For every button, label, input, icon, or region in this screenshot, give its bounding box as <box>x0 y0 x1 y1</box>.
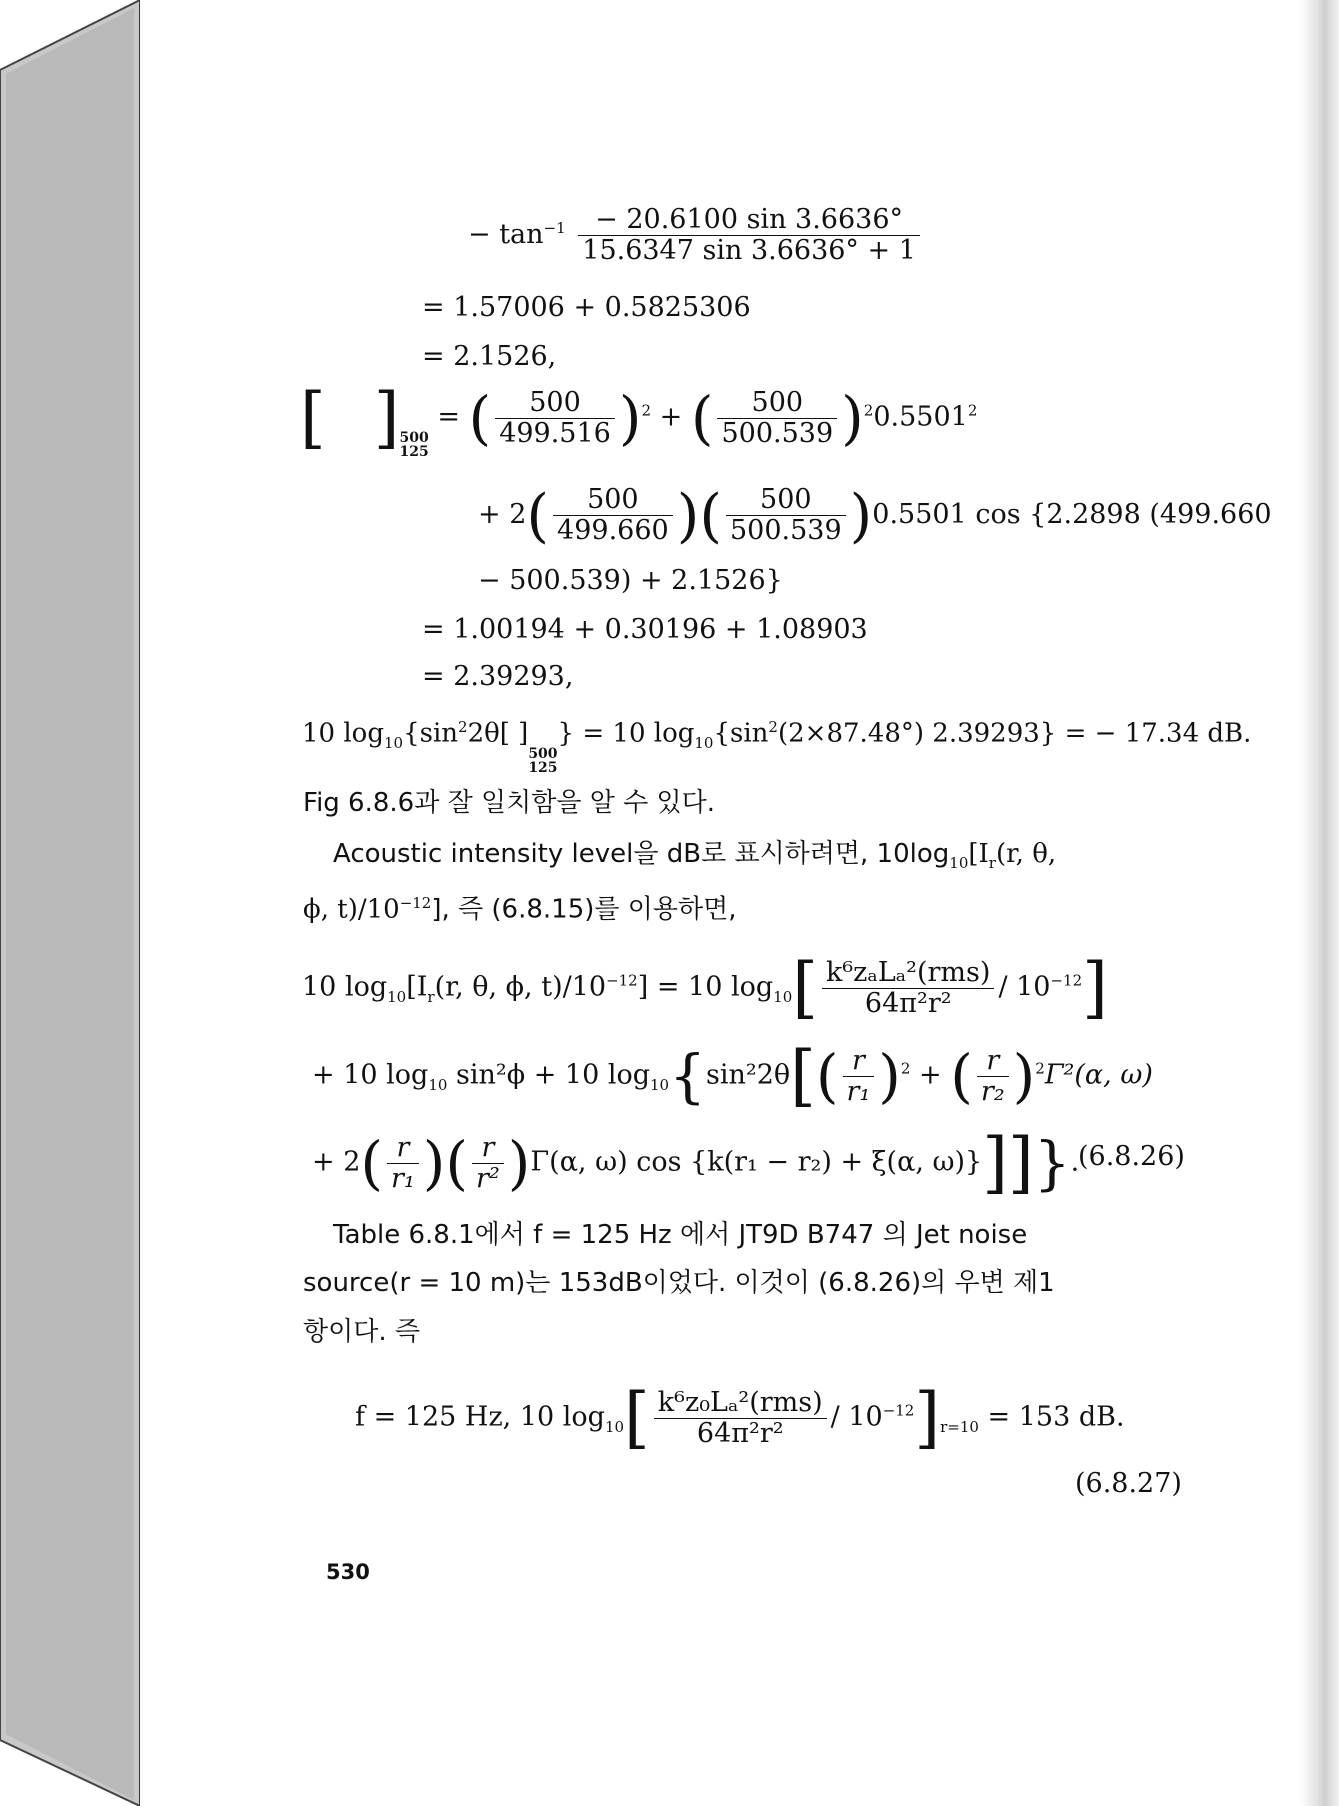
equation-cos-line: + 2( $\frac{500}{499.660}$ )( $\frac{500}{500.539}$ )0.5501 cos {2.2898 (499.660 <box>478 481 1272 550</box>
equation-line-a2: = 1.57006 + 0.5825306 <box>422 292 751 323</box>
paragraph-line-2: Acoustic intensity level을 dB로 표시하려면, $10\log_{10}[I_r(r$, θ, <box>333 839 1057 873</box>
equation-line-a3: = 2.1526, <box>422 341 557 372</box>
equation-label-6826: (6.8.26) <box>1078 1141 1185 1172</box>
equation-line-f: = 2.39293, <box>422 661 574 692</box>
equation-log-line: 10 $\log_{10}\{\sin^22\theta$[ ]500 125} = 10 $\log_{10}\{\sin^2(2\times 87.48^\circ) 2.39293\}$ = − 17.34 dB. <box>302 718 1252 776</box>
page-edge <box>1315 0 1339 1806</box>
equation-tan-line: − $\tan^{-1}$ $\frac{- 20.6100 \sin 3.6636^\circ}{15.6347 \sin 3.6636^\circ + 1}$ <box>468 205 924 266</box>
equation-line-e: = 1.00194 + 0.30196 + 1.08903 <box>422 614 868 645</box>
paragraph-line-6: 항이다. 즉 <box>303 1317 420 1347</box>
equation-jet-noise-line: f = 125 Hz, 10 $\log_{10}$[ $\frac{\text{k⁶z₀Lₐ²(rms)}}{\text{64π²r²}}$ / $10^{-12}]_{r=10} = 153$ dB. <box>355 1379 1125 1456</box>
equation-line-d: − 500.539) + 2.1526} <box>478 565 783 596</box>
paragraph-line-5: source(r = 10 m)는 153dB이었다. 이것이 (6.8.26)의 우변 제1 <box>303 1268 1055 1298</box>
paragraph-line-1: Fig 6.8.6과 잘 일치함을 알 수 있다. <box>303 788 715 818</box>
equation-gamma-line: + 2( $\frac{r}{\text{r₁}}$ )( $\frac{r}{\text{r²}}$ )Γ(α, ω) cos {k(r₁ − r₂) + ξ(α, ω)}]]}. <box>312 1124 1080 1201</box>
page-number: 530 <box>326 1560 370 1584</box>
equation-sin-line: + 10 $\log_{10} \sin^2\phi + 10$ $\log_{10}\{\sin^22\theta$[( $\frac{r}{\text{r₁}}$ )$^2$ + ( $\frac{r}{\text{r₂}}$ )$^2$Γ²(α, ω) <box>312 1037 1153 1114</box>
equation-label-6827: (6.8.27) <box>1075 1468 1182 1499</box>
tan-fraction: $\frac{- 20.6100 \sin 3.6636^\circ}{15.6347 \sin 3.6636^\circ + 1}$ <box>578 205 920 266</box>
equation-bracket-line: [ ]500 125 = ( $\frac{500}{499.516}$ )$^2$ + ( $\frac{500}{500.539}$ )$^2$0.5501$^2$ <box>300 379 978 460</box>
equation-intensity-line: 10 $\log_{10}[I_r(r$, θ, ϕ, $t)/10^{-12}] = 10$ $\log_{10}$[ $\frac{\text{k⁶zₐLₐ²(rms)}}{\text{64π²r²}}$ / $10^{-12}$] <box>302 949 1108 1026</box>
paragraph-line-4: Table 6.8.1에서 f = 125 Hz 에서 JT9D B747 의 Jet noise <box>333 1220 1028 1250</box>
paragraph-line-3: ϕ, $t)/10^{-12}$], 즉 (6.8.15)를 이용하면, <box>303 894 737 925</box>
book-spine <box>0 0 145 1806</box>
